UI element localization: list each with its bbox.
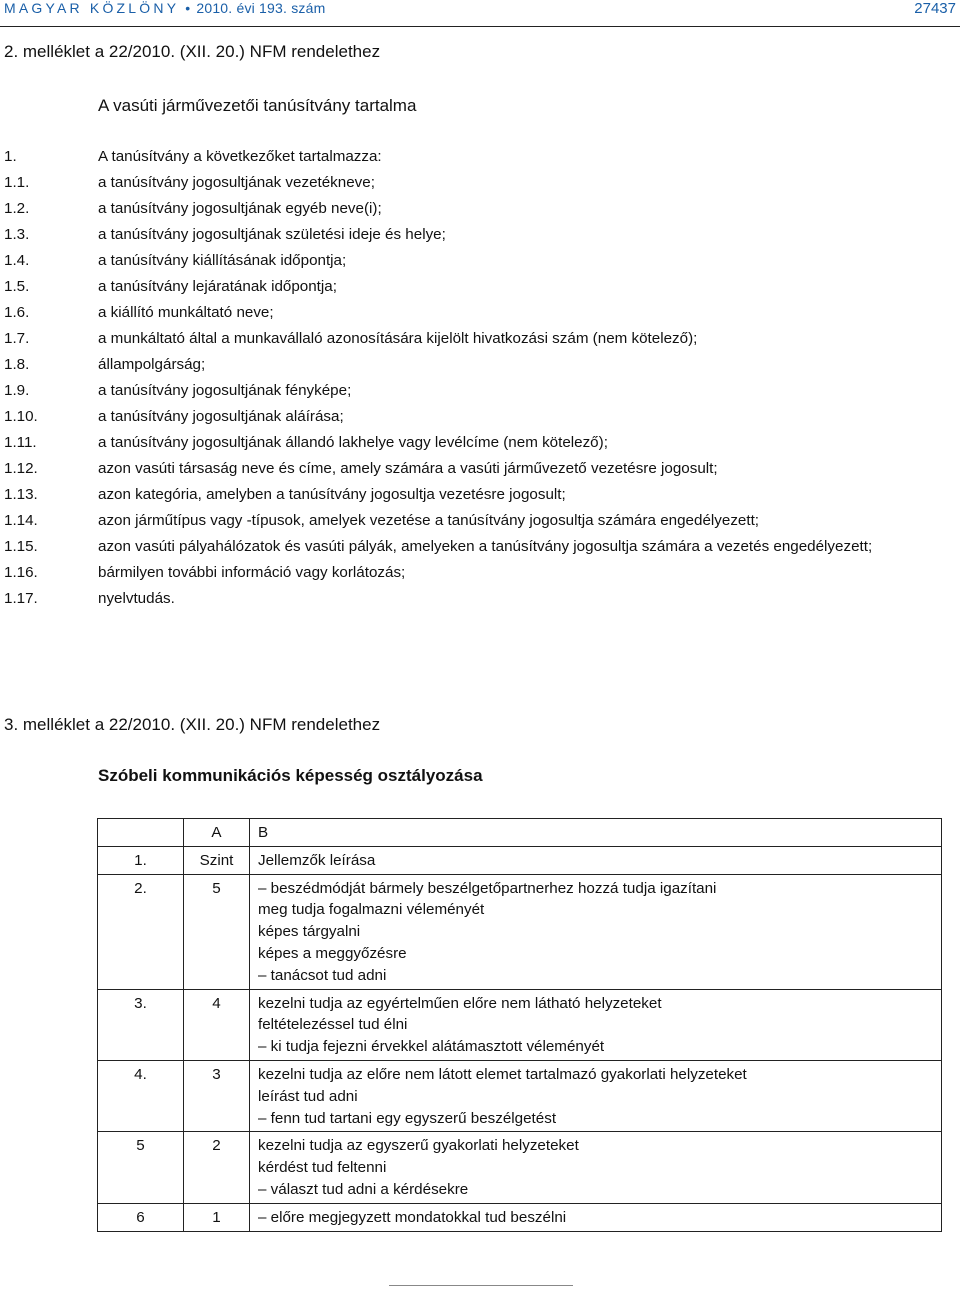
issue-label: 2010. évi 193. szám — [196, 0, 326, 16]
row-index: 4. — [98, 1060, 184, 1131]
row-index: 2. — [98, 874, 184, 989]
list-item — [0, 200, 960, 226]
description-line: – választ tud adni a kérdésekre — [258, 1180, 469, 1198]
item-text: a tanúsítvány jogosultjának fényképe; — [98, 382, 352, 399]
list-item — [0, 538, 960, 564]
level-cell: 2 — [184, 1132, 250, 1203]
column-letter: A — [184, 819, 250, 847]
column-letter — [98, 819, 184, 847]
level-cell: 4 — [184, 989, 250, 1060]
list-item — [0, 434, 960, 460]
description-cell — [250, 1132, 942, 1203]
item-text: a tanúsítvány jogosultjának egyéb neve(i); — [98, 200, 382, 217]
annex2-title: 2. melléklet a 22/2010. (XII. 20.) NFM rendelethez — [4, 42, 381, 61]
description-cell — [250, 1060, 942, 1131]
item-number: 1.6. — [4, 304, 30, 321]
publication-name: MAGYAR KÖZLÖNY — [4, 0, 180, 16]
description-cell — [250, 989, 942, 1060]
description-line: – előre megjegyzett mondatokkal tud beszélni — [258, 1208, 567, 1226]
item-text: nyelvtudás. — [98, 590, 175, 607]
annex3-doc-title: Szóbeli kommunikációs képesség osztályozása — [98, 766, 483, 785]
list-item — [0, 512, 960, 538]
list-item — [0, 304, 960, 330]
item-number: 1.1. — [4, 174, 30, 191]
table-header-row — [98, 819, 942, 847]
row-index: 3. — [98, 989, 184, 1060]
item-text: bármilyen további információ vagy korlátozás; — [98, 564, 406, 581]
level-cell: 5 — [184, 874, 250, 989]
annex3-title: 3. melléklet a 22/2010. (XII. 20.) NFM rendelethez — [4, 715, 381, 734]
level-cell: 3 — [184, 1060, 250, 1131]
item-text: A tanúsítvány a következőket tartalmazza: — [98, 148, 382, 165]
description-line: meg tudja fogalmazni véleményét — [258, 901, 485, 919]
description-line: kezelni tudja az egyszerű gyakorlati helyzeteket — [258, 1137, 579, 1155]
description-line: – tanácsot tud adni — [258, 966, 387, 984]
list-item — [0, 330, 960, 356]
item-number: 1.9. — [4, 382, 30, 399]
page-header — [0, 0, 960, 27]
list-item — [0, 356, 960, 382]
list-item — [0, 564, 960, 590]
description-line: kérdést tud feltenni — [258, 1159, 387, 1177]
description-line: kezelni tudja az egyértelműen előre nem látható helyzeteket — [258, 994, 662, 1012]
level-cell: Szint — [184, 846, 250, 874]
description-line: képes a meggyőzésre — [258, 944, 407, 962]
list-item — [0, 174, 960, 200]
item-number: 1.17. — [4, 590, 38, 607]
publication-line — [4, 0, 325, 16]
item-text: a tanúsítvány jogosultjának vezetékneve; — [98, 174, 375, 191]
list-item — [0, 460, 960, 486]
description-line: kezelni tudja az előre nem látott elemet tartalmazó gyakorlati helyzeteket — [258, 1065, 747, 1083]
description-line: leírást tud adni — [258, 1087, 358, 1105]
description-cell — [250, 874, 942, 989]
description-line: képes tárgyalni — [258, 923, 361, 941]
item-text: a tanúsítvány kiállításának időpontja; — [98, 252, 347, 269]
item-text: állampolgárság; — [98, 356, 206, 373]
list-item — [0, 226, 960, 252]
item-text: a munkáltató által a munkavállaló azonosítására kijelölt hivatkozási szám (nem kötelező); — [98, 330, 698, 347]
list-item — [0, 278, 960, 304]
levels-table — [97, 818, 942, 1232]
item-number: 1.14. — [4, 512, 38, 529]
item-text: a tanúsítvány jogosultjának állandó lakhelye vagy levélcíme (nem kötelező); — [98, 434, 608, 451]
item-number: 1.4. — [4, 252, 30, 269]
table-row — [98, 846, 942, 874]
bullet-separator: • — [185, 0, 191, 16]
item-text: azon vasúti pályahálózatok és vasúti pályák, amelyeken a tanúsítvány jogosultja számára a vezetés engedélyezett; — [98, 538, 873, 555]
item-text: azon vasúti társaság neve és címe, amely számára a vasúti járművezető vezetésre jogosult; — [98, 460, 718, 477]
description-cell — [250, 846, 942, 874]
page-number: 27437 — [914, 0, 956, 17]
item-text: a kiállító munkáltató neve; — [98, 304, 274, 321]
table-row — [98, 1060, 942, 1131]
row-index: 1. — [98, 846, 184, 874]
item-number: 1.2. — [4, 200, 30, 217]
item-number: 1. — [4, 148, 17, 165]
item-number: 1.15. — [4, 538, 38, 555]
description-line: – ki tudja fejezni érvekkel alátámasztott véleményét — [258, 1038, 605, 1056]
description-line: – beszédmódját bármely beszélgetőpartnerhez hozzá tudja igazítani — [258, 879, 717, 897]
item-number: 1.5. — [4, 278, 30, 295]
content-list — [0, 148, 960, 616]
item-text: a tanúsítvány lejáratának időpontja; — [98, 278, 337, 295]
row-index: 6 — [98, 1203, 184, 1231]
item-number: 1.16. — [4, 564, 38, 581]
item-text: a tanúsítvány jogosultjának aláírása; — [98, 408, 344, 425]
list-item — [0, 486, 960, 512]
list-item — [0, 382, 960, 408]
item-number: 1.13. — [4, 486, 38, 503]
item-number: 1.11. — [4, 434, 37, 451]
item-number: 1.3. — [4, 226, 30, 243]
item-text: azon járműtípus vagy -típusok, amelyek vezetése a tanúsítvány jogosultja számára engedélyezett; — [98, 512, 760, 529]
table-row — [98, 1132, 942, 1203]
description-line: – fenn tud tartani egy egyszerű beszélgetést — [258, 1109, 557, 1127]
annex2-doc-title: A vasúti járművezetői tanúsítvány tartalma — [98, 96, 417, 115]
item-text: a tanúsítvány jogosultjának születési ideje és helye; — [98, 226, 446, 243]
item-text: azon kategória, amelyben a tanúsítvány jogosultja vezetésre jogosult; — [98, 486, 566, 503]
level-cell: 1 — [184, 1203, 250, 1231]
list-item — [0, 408, 960, 434]
item-number: 1.12. — [4, 460, 38, 477]
table-row — [98, 1203, 942, 1231]
list-item — [0, 148, 960, 174]
description-line: Jellemzők leírása — [258, 851, 376, 869]
row-index: 5 — [98, 1132, 184, 1203]
item-number: 1.8. — [4, 356, 30, 373]
footer-rule — [389, 1285, 573, 1286]
item-number: 1.10. — [4, 408, 38, 425]
list-item — [0, 252, 960, 278]
description-cell — [250, 1203, 942, 1231]
list-item — [0, 590, 960, 616]
item-number: 1.7. — [4, 330, 30, 347]
description-line: feltételezéssel tud élni — [258, 1016, 408, 1034]
column-letter: B — [250, 819, 942, 847]
table-row — [98, 874, 942, 989]
table-row — [98, 989, 942, 1060]
